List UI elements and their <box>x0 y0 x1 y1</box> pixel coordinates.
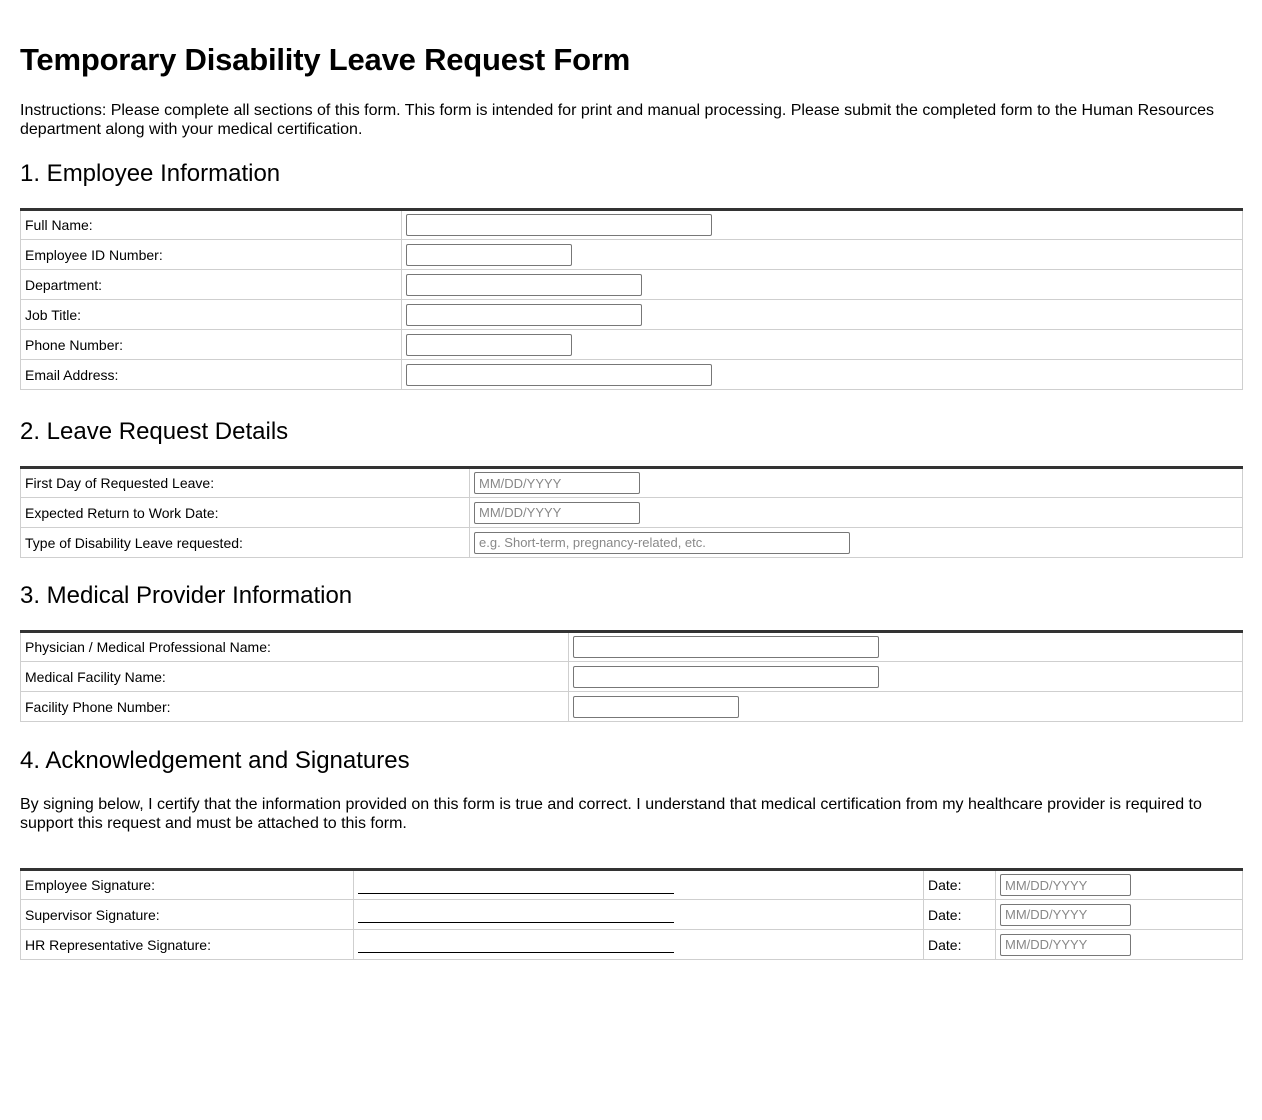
email-address-input[interactable] <box>406 364 712 386</box>
return-date-input[interactable] <box>474 502 640 524</box>
employee-id-input[interactable] <box>406 244 572 266</box>
table-row <box>21 900 1243 930</box>
table-row <box>21 270 1243 300</box>
table-row <box>21 528 1243 558</box>
table-row <box>21 870 1243 900</box>
full-name-input[interactable] <box>406 214 712 236</box>
instructions-text: Instructions: Please complete all sections of this form. This form is intended for print and manual processing. Please submit the completed form to the Human Resources department along with your medical certification. <box>20 102 1215 138</box>
phone-number-label: Phone Number: <box>21 330 402 360</box>
physician-name-label: Physician / Medical Professional Name: <box>21 632 569 662</box>
leave-type-input[interactable] <box>474 532 850 554</box>
section-heading-medical-provider: 3. Medical Provider Information <box>20 582 353 609</box>
table-row <box>21 300 1243 330</box>
page-title: Temporary Disability Leave Request Form <box>20 42 631 77</box>
acknowledgement-text: By signing below, I certify that the information provided on this form is true and correct. I understand that medical certification from my healthcare provider is required to support this request and must be attached to this form. <box>20 796 1202 832</box>
facility-phone-input[interactable] <box>573 696 739 718</box>
hr-date-label: Date: <box>924 930 996 960</box>
facility-name-label: Medical Facility Name: <box>21 662 569 692</box>
signatures-table <box>20 868 1243 960</box>
table-row <box>21 930 1243 960</box>
section-heading-leave-request-details: 2. Leave Request Details <box>20 418 289 445</box>
email-address-label: Email Address: <box>21 360 402 390</box>
employee-id-label: Employee ID Number: <box>21 240 402 270</box>
table-row <box>21 360 1243 390</box>
employee-signature-label: Employee Signature: <box>21 870 354 900</box>
supervisor-signature-line[interactable] <box>358 909 674 923</box>
leave-type-label: Type of Disability Leave requested: <box>21 528 470 558</box>
table-row <box>21 210 1243 240</box>
hr-signature-line[interactable] <box>358 939 674 953</box>
first-day-input[interactable] <box>474 472 640 494</box>
department-input[interactable] <box>406 274 642 296</box>
table-row <box>21 632 1243 662</box>
table-row <box>21 240 1243 270</box>
phone-number-input[interactable] <box>406 334 572 356</box>
return-date-label: Expected Return to Work Date: <box>21 498 470 528</box>
table-row <box>21 498 1243 528</box>
section-heading-employee-information: 1. Employee Information <box>20 160 281 187</box>
employee-date-input[interactable] <box>1000 874 1131 896</box>
table-row <box>21 468 1243 498</box>
physician-name-input[interactable] <box>573 636 879 658</box>
leave-request-table <box>20 466 1243 558</box>
supervisor-signature-label: Supervisor Signature: <box>21 900 354 930</box>
employee-date-label: Date: <box>924 870 996 900</box>
job-title-input[interactable] <box>406 304 642 326</box>
medical-provider-table <box>20 630 1243 722</box>
table-row <box>21 330 1243 360</box>
section-heading-acknowledgement: 4. Acknowledgement and Signatures <box>20 747 410 774</box>
full-name-label: Full Name: <box>21 210 402 240</box>
table-row <box>21 692 1243 722</box>
supervisor-date-label: Date: <box>924 900 996 930</box>
facility-name-input[interactable] <box>573 666 879 688</box>
table-row <box>21 662 1243 692</box>
hr-date-input[interactable] <box>1000 934 1131 956</box>
first-day-label: First Day of Requested Leave: <box>21 468 470 498</box>
supervisor-date-input[interactable] <box>1000 904 1131 926</box>
employee-signature-line[interactable] <box>358 880 674 894</box>
facility-phone-label: Facility Phone Number: <box>21 692 569 722</box>
hr-signature-label: HR Representative Signature: <box>21 930 354 960</box>
employee-information-table <box>20 208 1243 390</box>
job-title-label: Job Title: <box>21 300 402 330</box>
department-label: Department: <box>21 270 402 300</box>
